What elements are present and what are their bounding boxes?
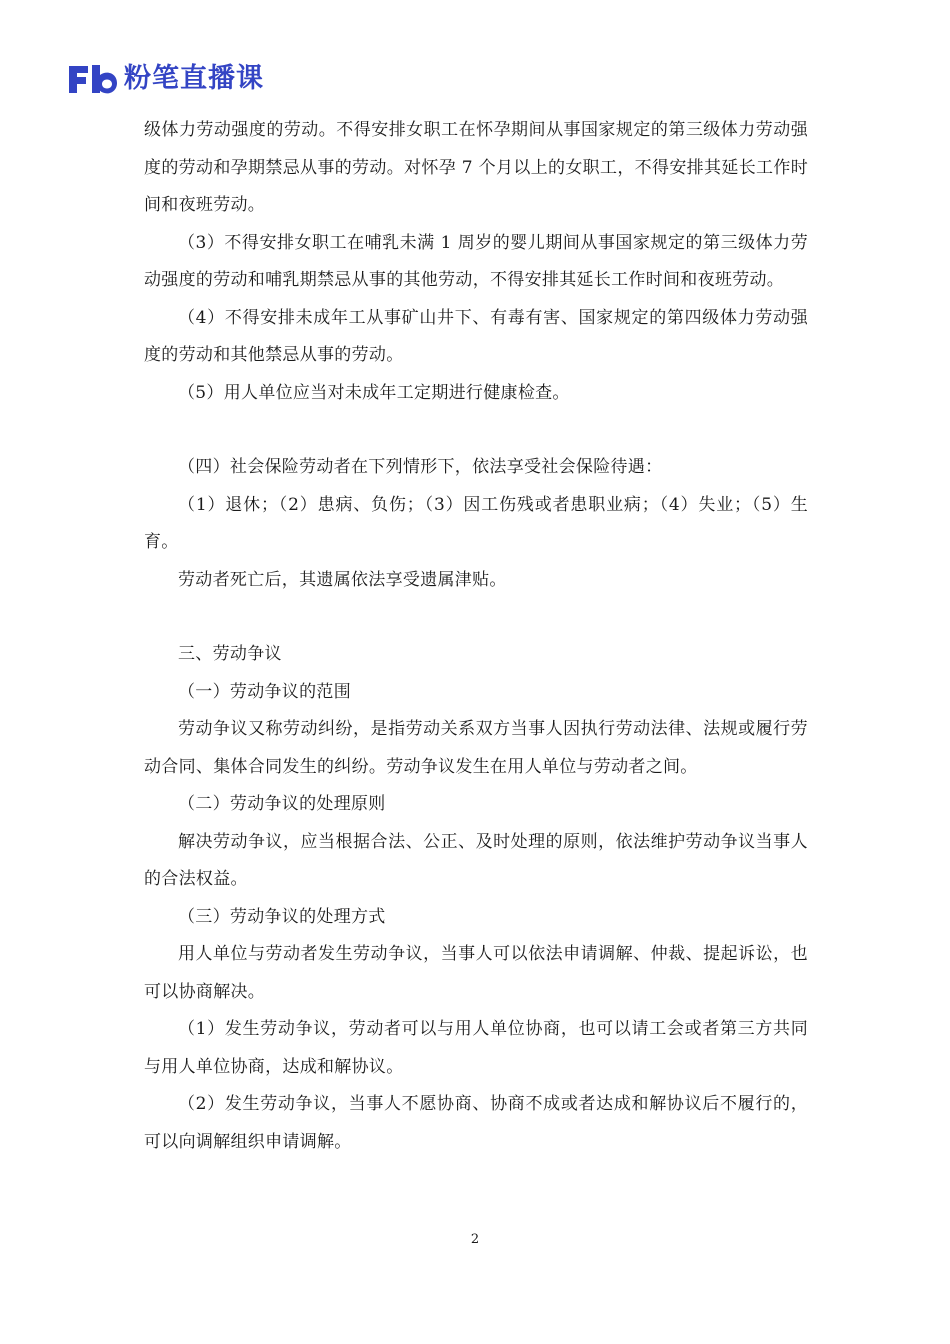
paragraph: 级体力劳动强度的劳动。不得安排女职工在怀孕期间从事国家规定的第三级体力劳动强度的劳动和孕期禁忌从事的劳动。对怀孕 7 个月以上的女职工，不得安排其延长工作时间和夜班劳动。 <box>144 120 808 215</box>
section-heading: 三、劳动争议 <box>178 644 282 664</box>
header <box>66 62 264 96</box>
brand-name: 粉笔直播课 <box>124 63 264 94</box>
page-number: 2 <box>470 1232 480 1247</box>
spacer <box>144 599 808 636</box>
paragraph: 劳动争议又称劳动纠纷，是指劳动关系双方当事人因执行劳动法律、法规或履行劳动合同、集体合同发生的纠纷。劳动争议发生在用人单位与劳动者之间。 <box>144 719 808 777</box>
paragraph: （2）发生劳动争议，当事人不愿协商、协商不成或者达成和解协议后不履行的，可以向调解组织申请调解。 <box>144 1094 808 1152</box>
fenbi-fb-logo-icon <box>66 62 118 96</box>
paragraph: （1）发生劳动争议，劳动者可以与用人单位协商，也可以请工会或者第三方共同与用人单位协商，达成和解协议。 <box>144 1019 808 1077</box>
paragraph: （四）社会保险劳动者在下列情形下，依法享受社会保险待遇： <box>178 457 663 477</box>
subsection-heading: （三）劳动争议的处理方式 <box>178 906 386 927</box>
paragraph: （4）不得安排未成年工从事矿山井下、有毒有害、国家规定的第四级体力劳动强度的劳动和其他禁忌从事的劳动。 <box>144 307 808 365</box>
paragraph: （3）不得安排女职工在哺乳未满 1 周岁的婴儿期间从事国家规定的第三级体力劳动强度的劳动和哺乳期禁忌从事的其他劳动，不得安排其延长工作时间和夜班劳动。 <box>144 232 808 290</box>
spacer <box>144 412 808 449</box>
paragraph: 解决劳动争议，应当根据合法、公正、及时处理的原则，依法维护劳动争议当事人的合法权益。 <box>144 831 808 889</box>
paragraph: （1）退休；（2）患病、负伤；（3）因工伤残或者患职业病；（4）失业；（5）生育。 <box>144 494 808 552</box>
document-body <box>144 112 808 1161</box>
subsection-heading: （二）劳动争议的处理原则 <box>178 794 386 814</box>
paragraph: （5）用人单位应当对未成年工定期进行健康检查。 <box>178 382 570 403</box>
paragraph: 劳动者死亡后，其遗属依法享受遗属津贴。 <box>178 569 507 590</box>
paragraph: 用人单位与劳动者发生劳动争议，当事人可以依法申请调解、仲裁、提起诉讼，也可以协商解决。 <box>144 944 808 1002</box>
subsection-heading: （一）劳动争议的范围 <box>178 681 351 702</box>
